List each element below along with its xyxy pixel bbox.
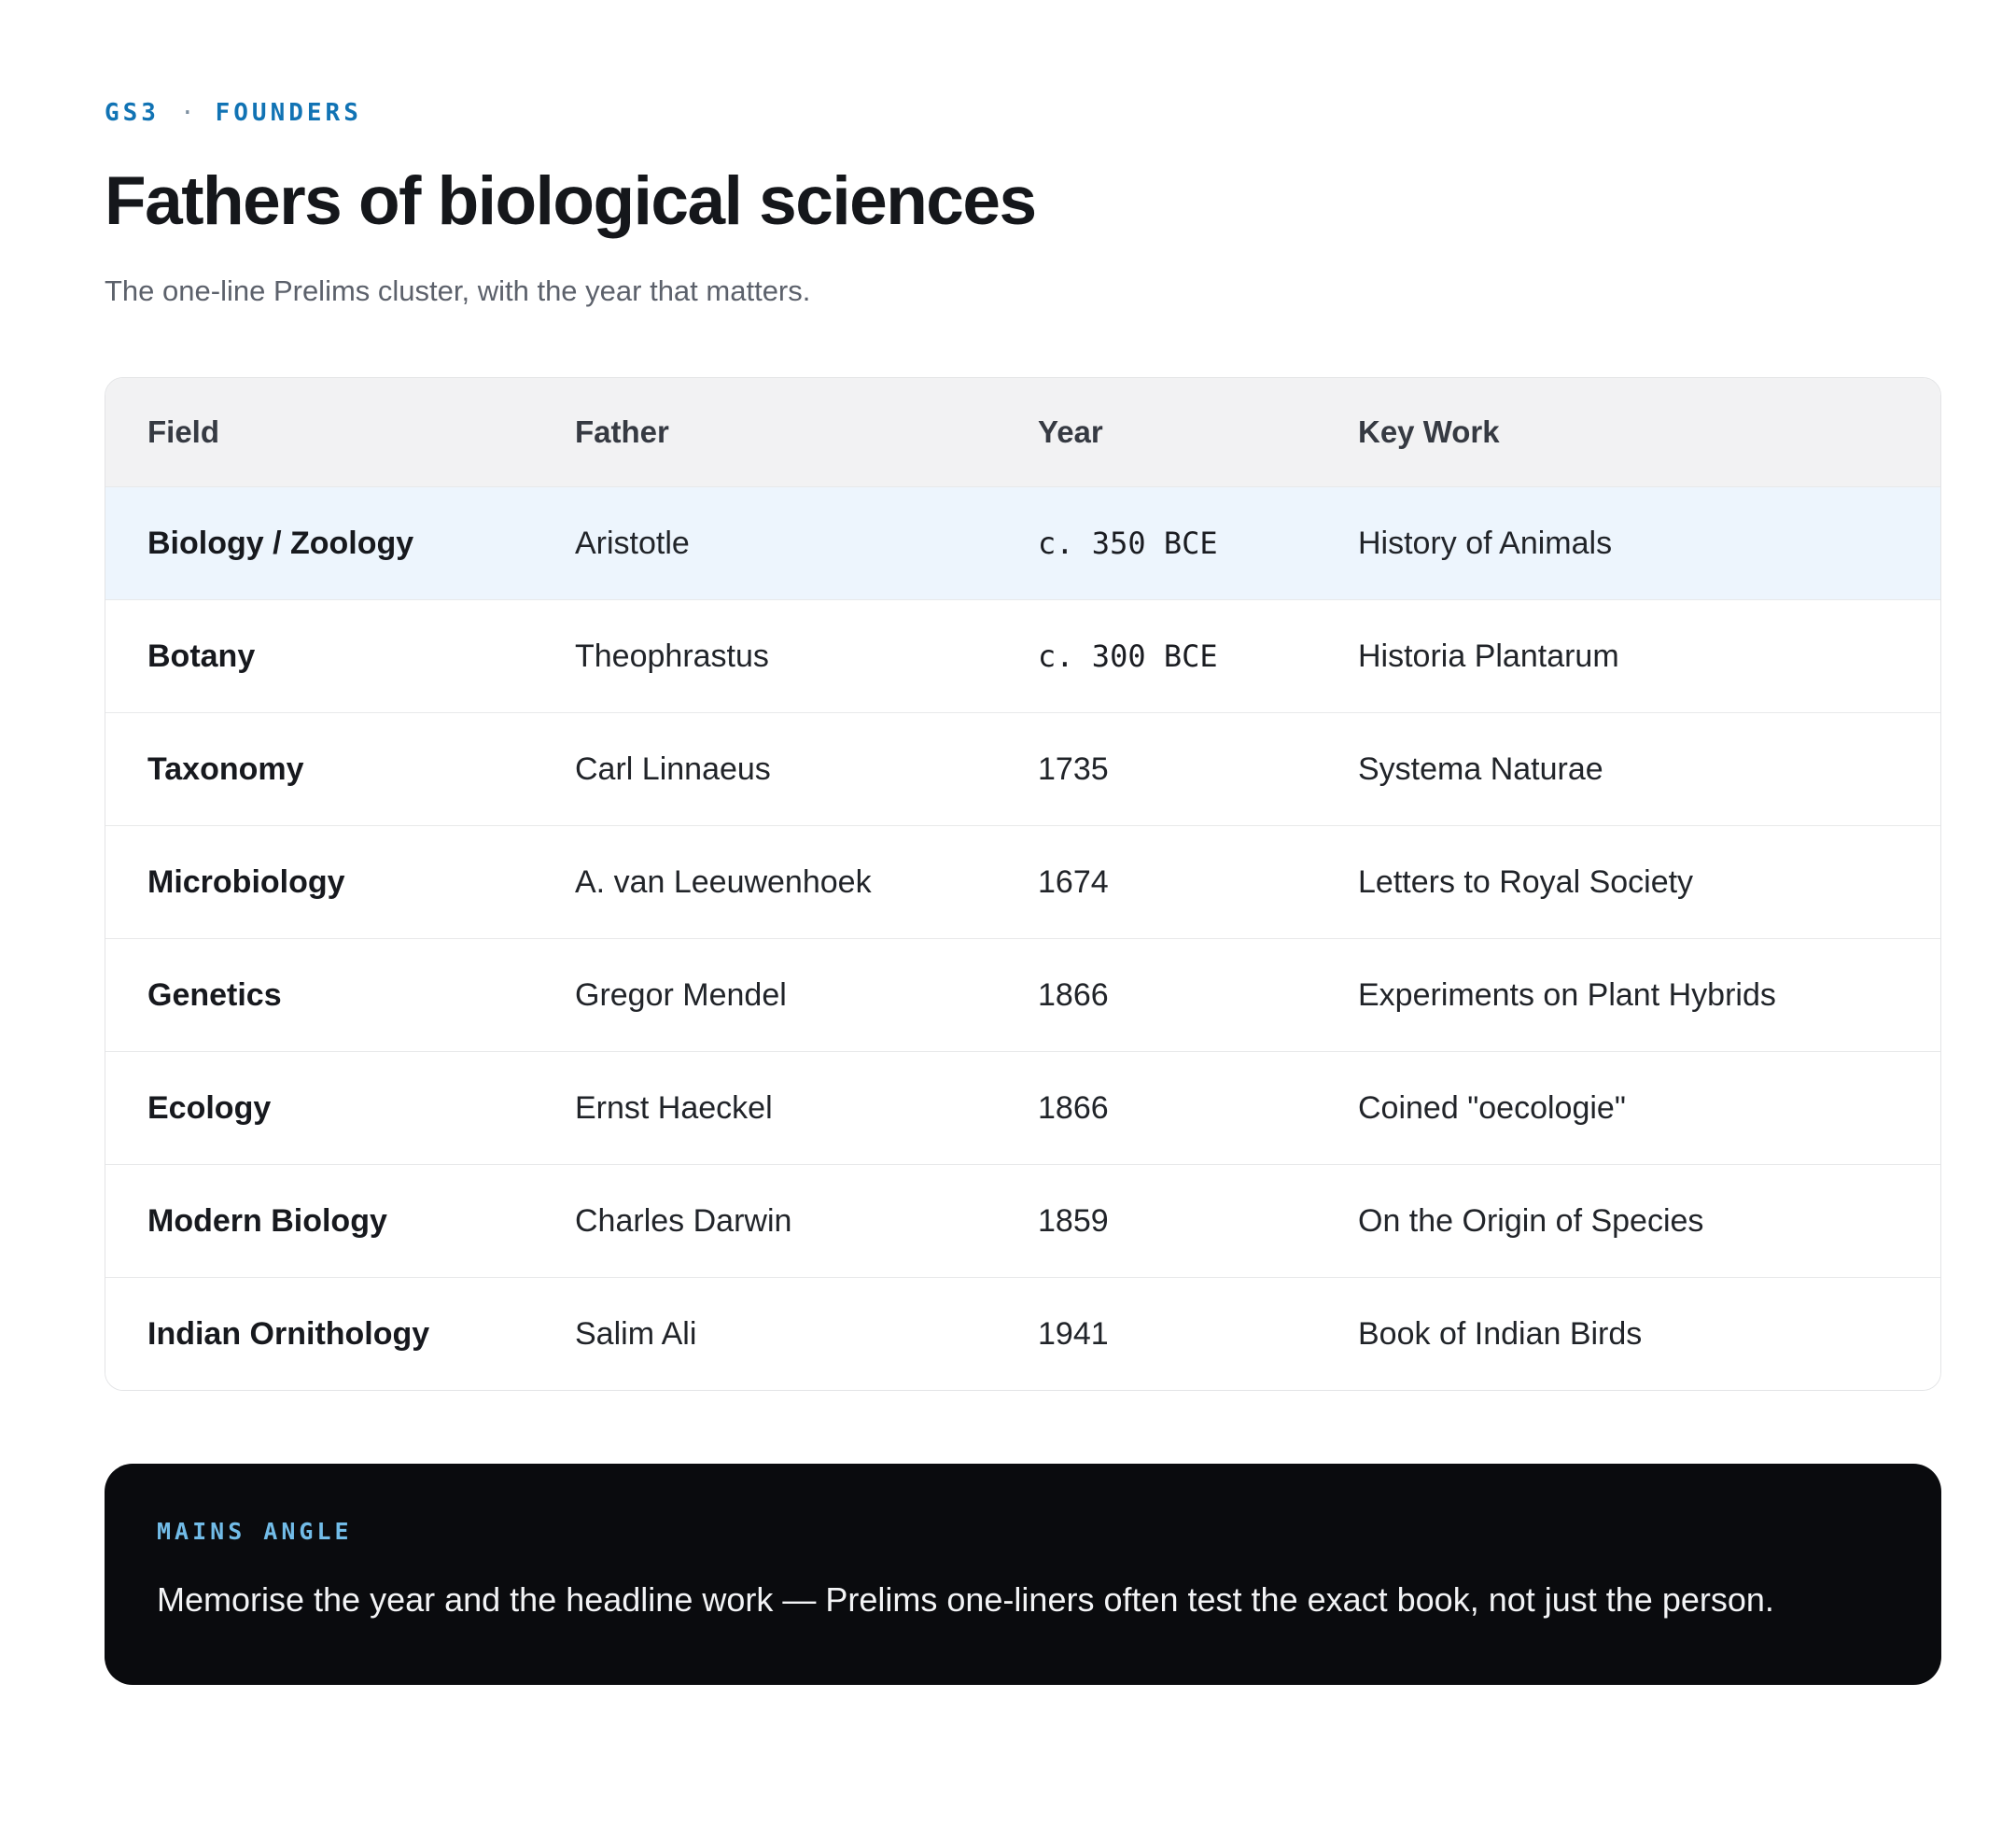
breadcrumb-separator-dot: · (179, 99, 195, 127)
founders-table (105, 377, 1941, 1391)
cell-field: Botany (147, 638, 256, 674)
cell-key-work: Coined "oecologie" (1358, 1089, 1626, 1126)
callout-label: MAINS ANGLE (157, 1518, 353, 1546)
cell-year: c. 350 BCE (1038, 526, 1218, 562)
table-row[interactable] (105, 1051, 1940, 1164)
table-row[interactable] (105, 938, 1940, 1051)
mains-angle-callout (105, 1464, 1941, 1685)
cell-father: Salim Ali (575, 1315, 697, 1352)
callout-text: Memorise the year and the headline work — Prelims one-liners often test the exact book, not just the person. (157, 1580, 1774, 1620)
cell-father: Charles Darwin (575, 1202, 792, 1239)
column-header-year: Year (1038, 414, 1103, 450)
cell-field: Indian Ornithology (147, 1315, 430, 1352)
cell-key-work: Systema Naturae (1358, 751, 1603, 787)
breadcrumb-section: FOUNDERS (215, 99, 362, 127)
cell-year: 1859 (1038, 1202, 1109, 1239)
column-header-father: Father (575, 414, 669, 450)
cell-father: A. van Leeuwenhoek (575, 863, 872, 900)
cell-key-work: Historia Plantarum (1358, 638, 1619, 674)
breadcrumb-category: GS3 (105, 99, 160, 127)
table-row[interactable] (105, 1277, 1940, 1390)
cell-field: Microbiology (147, 863, 345, 900)
cell-field: Genetics (147, 976, 282, 1013)
page-title: Fathers of biological sciences (105, 163, 1036, 239)
cell-father: Aristotle (575, 525, 690, 561)
cell-year: 1866 (1038, 976, 1109, 1013)
table-row[interactable] (105, 599, 1940, 712)
cell-key-work: History of Animals (1358, 525, 1613, 561)
breadcrumb (105, 99, 1941, 127)
table-row[interactable] (105, 1164, 1940, 1277)
cell-year: c. 300 BCE (1038, 638, 1218, 675)
table-row[interactable] (105, 486, 1940, 599)
page-subtitle: The one-line Prelims cluster, with the year that matters. (105, 274, 811, 307)
cell-field: Taxonomy (147, 751, 304, 787)
cell-father: Theophrastus (575, 638, 769, 674)
cell-year: 1866 (1038, 1089, 1109, 1126)
cell-father: Carl Linnaeus (575, 751, 771, 787)
table-body (105, 486, 1940, 1390)
cell-father: Gregor Mendel (575, 976, 787, 1013)
cell-field: Biology / Zoology (147, 525, 414, 561)
cell-father: Ernst Haeckel (575, 1089, 773, 1126)
column-header-key-work: Key Work (1358, 414, 1500, 450)
table-row[interactable] (105, 825, 1940, 938)
cell-year: 1674 (1038, 863, 1109, 900)
cell-field: Modern Biology (147, 1202, 387, 1239)
column-header-field: Field (147, 414, 220, 450)
cell-key-work: Book of Indian Birds (1358, 1315, 1643, 1352)
cell-field: Ecology (147, 1089, 272, 1126)
cell-key-work: Experiments on Plant Hybrids (1358, 976, 1776, 1013)
table-header-row (105, 378, 1940, 486)
cell-key-work: On the Origin of Species (1358, 1202, 1704, 1239)
cell-key-work: Letters to Royal Society (1358, 863, 1694, 900)
cell-year: 1941 (1038, 1315, 1109, 1352)
table-row[interactable] (105, 712, 1940, 825)
cell-year: 1735 (1038, 751, 1109, 787)
